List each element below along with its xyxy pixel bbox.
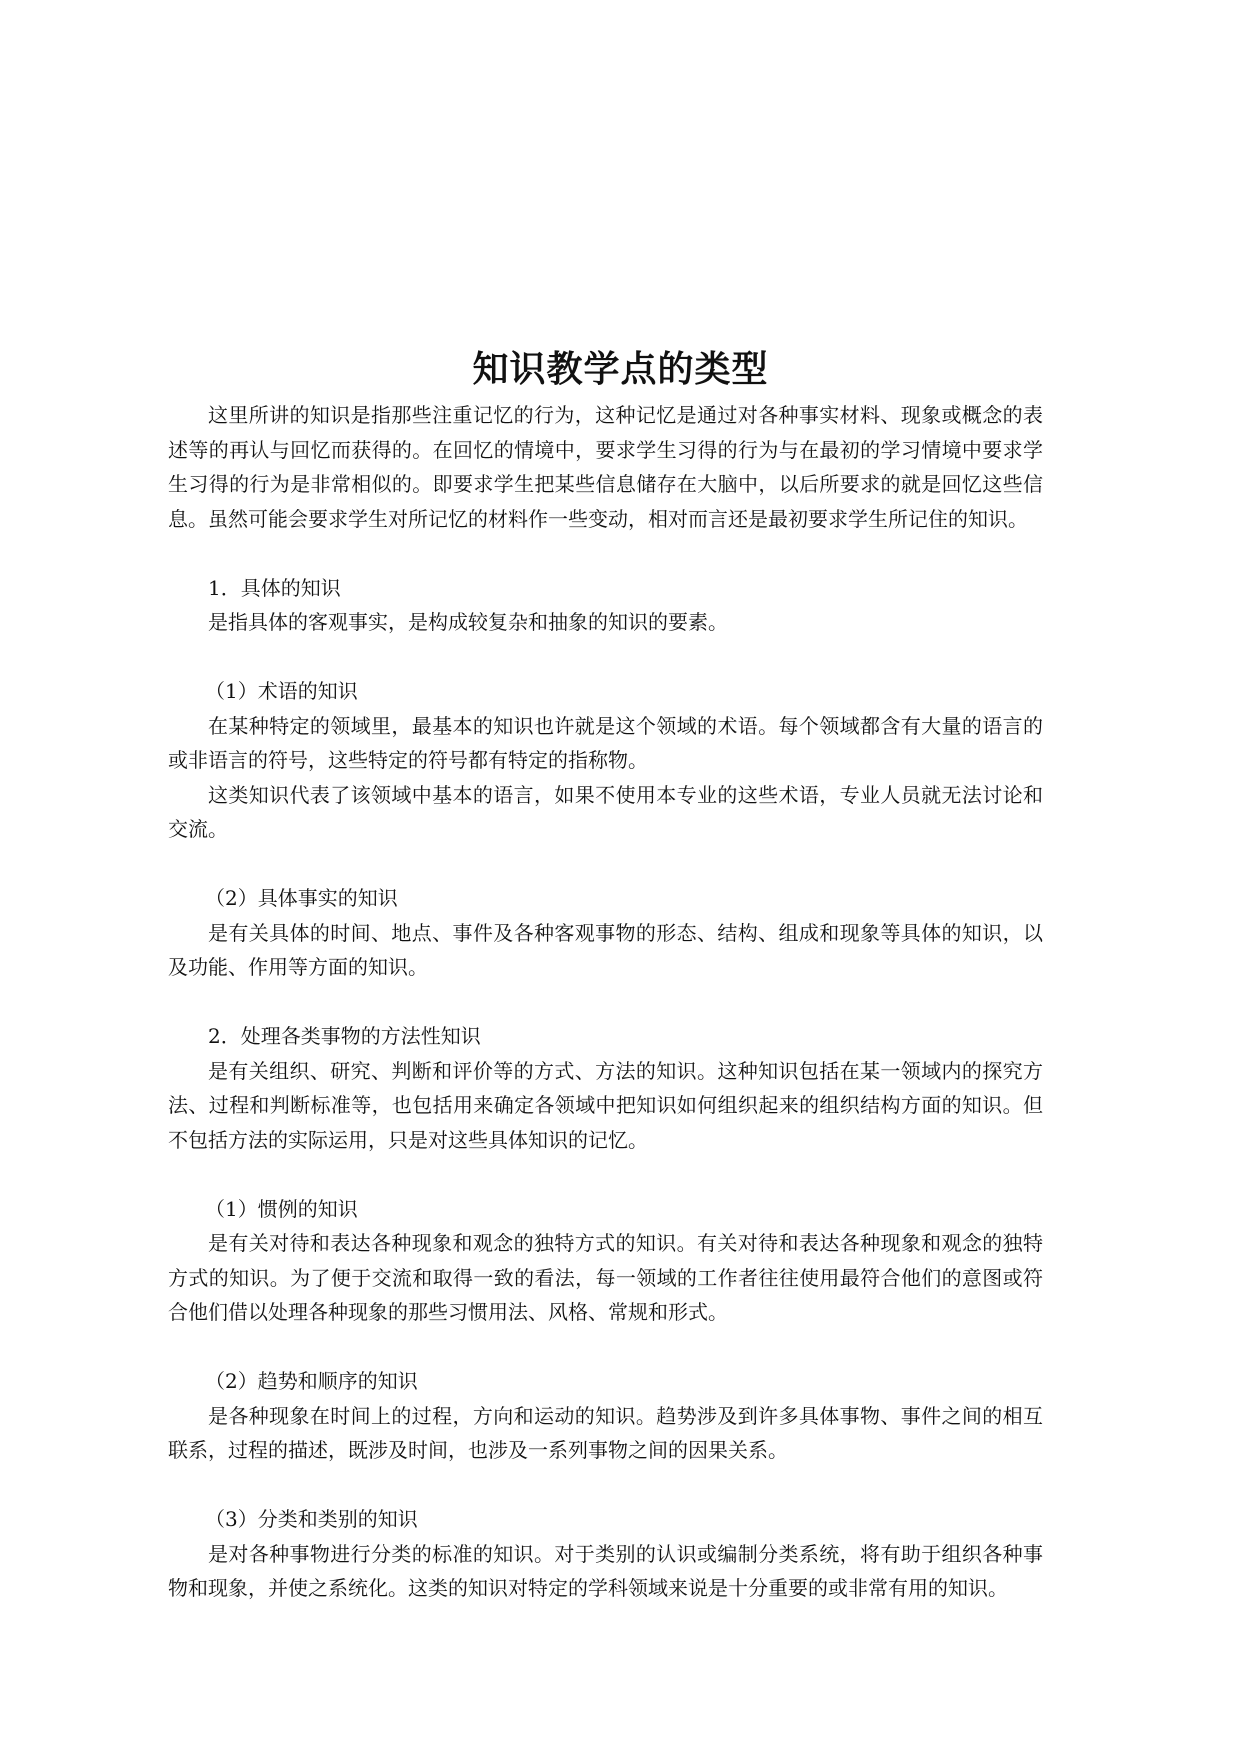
intro-paragraph: 这里所讲的知识是指那些注重记忆的行为，这种记忆是通过对各种事实材料、现象或概念的表述等的再认与回忆而获得的。在回忆的情境中，要求学生习得的行为与在最初的学习情境中要求学生习得的行为是非常相似的。即要求学生把某些信息储存在大脑中，以后所要求的就是回忆这些信息。虽然可能会要求学生对所记忆的材料作一些变动，相对而言还是最初要求学生所记住的知识。 [168,403,1043,531]
section-2-3-paragraph: 是对各种事物进行分类的标准的知识。对于类别的认识或编制分类系统，将有助于组织各种事物和现象，并使之系统化。这类的知识对特定的学科领域来说是十分重要的或非常有用的知识。 [168,1541,1043,1600]
section-1-1-paragraph-2: 这类知识代表了该领域中基本的语言，如果不使用本专业的这些术语，专业人员就无法讨论和交流。 [168,782,1043,841]
section-2-description: 是有关组织、研究、判断和评价等的方式、方法的知识。这种知识包括在某一领域内的探究方法、过程和判断标准等，也包括用来确定各领域中把知识如何组织起来的组织结构方面的知识。但不包括方法的实际运用，只是对这些具体知识的记忆。 [168,1058,1043,1152]
spacer [168,536,1043,571]
section-2-2-paragraph: 是各种现象在时间上的过程，方向和运动的知识。趋势涉及到许多具体事物、事件之间的相互联系，过程的描述，既涉及时间，也涉及一系列事物之间的因果关系。 [168,1403,1043,1462]
section-1-1-heading: （1）术语的知识 [205,679,358,703]
section-1-description: 是指具体的客观事实，是构成较复杂和抽象的知识的要素。 [208,610,728,634]
section-2-2-heading: （2）趋势和顺序的知识 [205,1369,418,1393]
section-2-1-heading: （1）惯例的知识 [205,1196,358,1221]
section-1-2-paragraph: 是有关具体的时间、地点、事件及各种客观事物的形态、结构、组成和现象等具体的知识，以及功能、作用等方面的知识。 [168,920,1043,979]
section-2-heading: 2．处理各类事物的方法性知识 [208,1024,481,1048]
section-2-3-heading: （3）分类和类别的知识 [205,1507,418,1531]
spacer [168,1330,1043,1365]
section-2-1-paragraph: 是有关对待和表达各种现象和观念的独特方式的知识。有关对待和表达各种现象和观念的独特方式的知识。为了便于交流和取得一致的看法，每一领域的工作者往往使用最符合他们的意图或符合他们借以处理各种现象的那些习惯用法、风格、常规和形式。 [168,1231,1043,1324]
spacer [168,847,1043,882]
spacer [168,985,1043,1020]
document-body [168,398,1043,1606]
page-title: 知识教学点的类型 [472,348,769,390]
spacer [168,1468,1043,1503]
spacer [168,1157,1043,1192]
section-1-1-paragraph-1: 在某种特定的领域里，最基本的知识也许就是这个领域的术语。每个领域都含有大量的语言的或非语言的符号，这些特定的符号都有特定的指称物。 [168,713,1043,772]
spacer [168,640,1043,675]
section-1-2-heading: （2）具体事实的知识 [205,886,398,910]
section-1-heading: 1．具体的知识 [208,575,341,600]
